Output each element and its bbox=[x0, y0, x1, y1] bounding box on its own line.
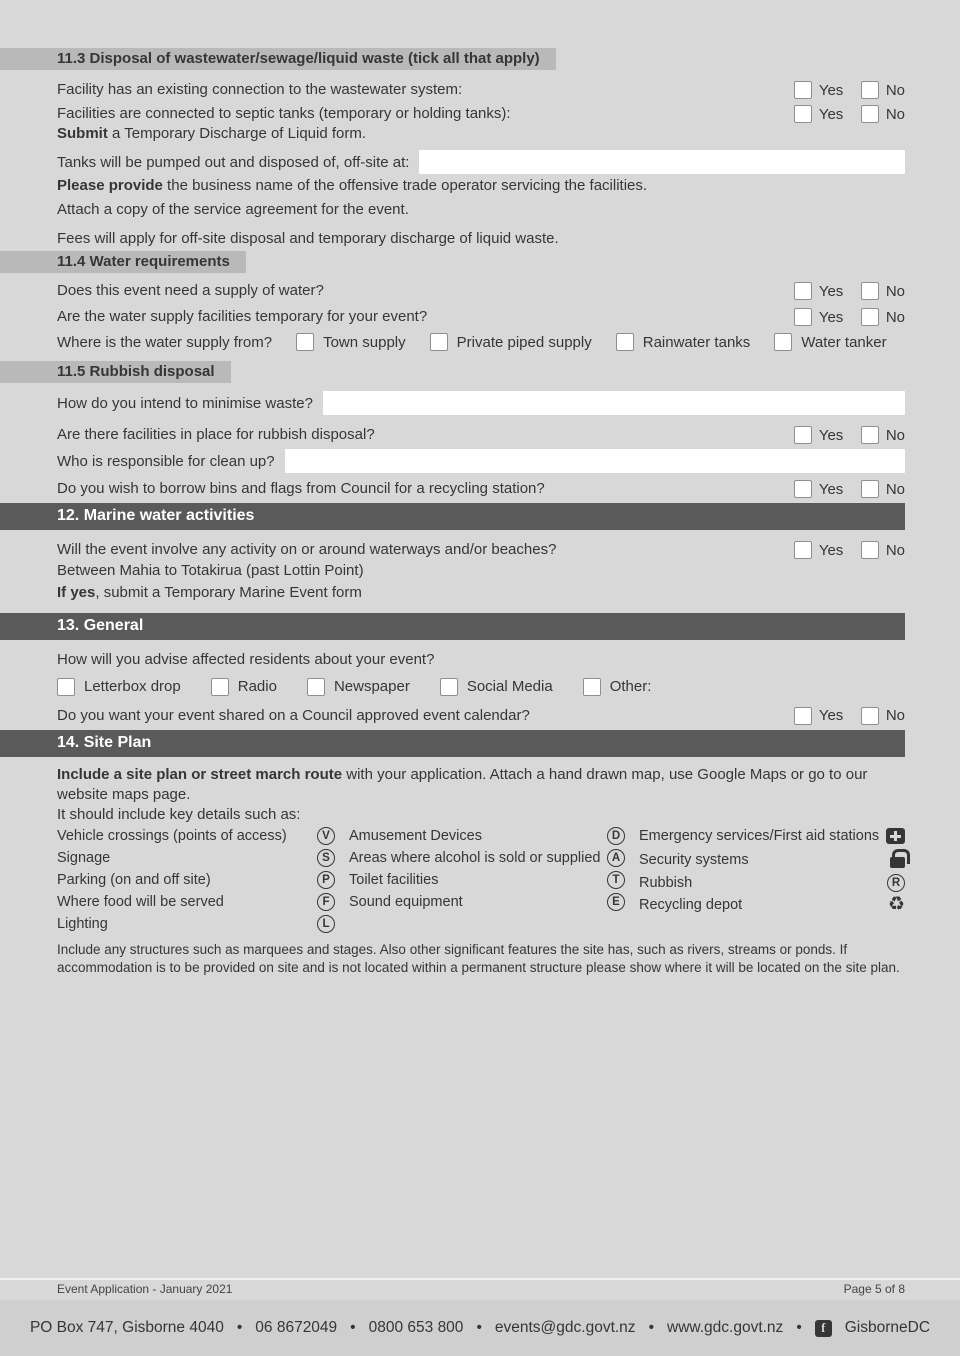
marine-line-2: Between Mahia to Totakirua (past Lottin Point) bbox=[57, 561, 364, 579]
yes-checkbox[interactable] bbox=[794, 308, 812, 326]
section-13-header bbox=[0, 613, 905, 640]
key-item-signage bbox=[57, 849, 335, 867]
option-rainwater-tanks bbox=[616, 333, 751, 351]
septic-submit-bold: Submit bbox=[57, 125, 108, 143]
key-item-label: Lighting bbox=[57, 916, 108, 933]
yes-no-group bbox=[782, 81, 905, 99]
key-item-parking bbox=[57, 871, 335, 889]
advise-options bbox=[57, 676, 905, 698]
septic-line-2: a Temporary Discharge of Liquid form. bbox=[107, 125, 367, 143]
option-newspaper bbox=[307, 678, 410, 696]
question-septic-tanks bbox=[57, 104, 905, 144]
minimise-waste-input[interactable] bbox=[323, 391, 905, 415]
bullet-separator: • bbox=[648, 1319, 654, 1336]
yes-checkbox[interactable] bbox=[794, 81, 812, 99]
contact-email[interactable]: events@gdc.govt.nz bbox=[494, 1319, 636, 1336]
question-text bbox=[57, 540, 782, 580]
contact-website[interactable]: www.gdc.govt.nz bbox=[667, 1319, 784, 1336]
question-text: Who is responsible for clean up? bbox=[57, 452, 275, 470]
option-social-media bbox=[440, 678, 553, 696]
key-column-2 bbox=[349, 827, 625, 911]
note-rest: , submit a Temporary Marine Event form bbox=[95, 583, 362, 601]
yes-label: Yes bbox=[818, 480, 844, 498]
key-item-label: Toilet facilities bbox=[349, 872, 439, 889]
note-bold: Please provide bbox=[57, 177, 163, 195]
marine-line-1: Will the event involve any activity on or around waterways and/or beaches? bbox=[57, 541, 557, 559]
option-label: Letterbox drop bbox=[84, 678, 181, 696]
bullet-separator: • bbox=[236, 1319, 243, 1336]
site-plan-intro bbox=[57, 765, 905, 805]
option-label: Rainwater tanks bbox=[642, 333, 751, 351]
lock-icon bbox=[890, 857, 905, 868]
section-14-header bbox=[0, 730, 905, 757]
no-checkbox[interactable] bbox=[861, 81, 879, 99]
yes-label: Yes bbox=[818, 426, 844, 444]
section-11-5-title: 11.5 Rubbish disposal bbox=[57, 363, 215, 381]
question-clean-up bbox=[57, 449, 905, 473]
option-label: Other: bbox=[609, 678, 652, 696]
key-item-label: Areas where alcohol is sold or supplied bbox=[349, 850, 601, 867]
key-item-label: Signage bbox=[57, 850, 111, 867]
question-text: Are there facilities in place for rubbish disposal? bbox=[57, 426, 375, 444]
footer-row bbox=[57, 1282, 905, 1296]
circle-d-icon: D bbox=[607, 827, 625, 845]
question-water-temporary bbox=[57, 305, 905, 329]
question-borrow-bins bbox=[57, 477, 905, 501]
bullet-separator: • bbox=[476, 1319, 482, 1336]
question-text: Does this event need a supply of water? bbox=[57, 282, 324, 300]
newspaper-checkbox[interactable] bbox=[307, 678, 325, 696]
circle-v-icon: V bbox=[317, 827, 335, 845]
yes-no-group bbox=[782, 426, 905, 444]
option-radio bbox=[211, 678, 277, 696]
recycle-icon: ♻ bbox=[887, 894, 905, 916]
footer-page-number: Page 5 of 8 bbox=[843, 1282, 905, 1296]
key-item-vehicle-crossings bbox=[57, 827, 335, 845]
question-text: Do you wish to borrow bins and flags from Council for a recycling station? bbox=[57, 480, 545, 498]
yes-checkbox[interactable] bbox=[794, 426, 812, 444]
yes-no-group bbox=[782, 707, 905, 725]
yes-no-group bbox=[782, 308, 905, 326]
question-marine-activity bbox=[57, 540, 905, 580]
question-text: Do you want your event shared on a Council approved event calendar? bbox=[57, 706, 530, 724]
option-label: Radio bbox=[237, 678, 277, 696]
option-label: Newspaper bbox=[333, 678, 410, 696]
section-11-3-header bbox=[0, 48, 556, 70]
bullet-separator: • bbox=[796, 1319, 802, 1336]
yes-no-group bbox=[782, 282, 905, 300]
question-advise-residents: How will you advise affected residents about your event? bbox=[57, 650, 435, 668]
footer-divider bbox=[0, 1278, 960, 1280]
key-item-label: Security systems bbox=[639, 851, 749, 868]
yes-label: Yes bbox=[818, 81, 844, 99]
circle-f-icon: F bbox=[317, 893, 335, 911]
rainwater-tanks-checkbox[interactable] bbox=[616, 333, 634, 351]
question-text: Facility has an existing connection to the wastewater system: bbox=[57, 80, 463, 98]
question-text: Tanks will be pumped out and disposed of, off-site at: bbox=[57, 153, 410, 171]
contact-phone-1: 06 8672049 bbox=[255, 1319, 338, 1336]
yes-label: Yes bbox=[818, 105, 844, 123]
question-offsite-disposal bbox=[57, 150, 905, 174]
section-14-title: 14. Site Plan bbox=[57, 733, 152, 751]
option-label: Water tanker bbox=[801, 333, 887, 351]
key-item-toilet-facilities bbox=[349, 871, 625, 889]
no-checkbox[interactable] bbox=[861, 308, 879, 326]
social-media-checkbox[interactable] bbox=[440, 678, 458, 696]
key-item-label: Vehicle crossings (points of access) bbox=[57, 828, 287, 845]
note-rest: the business name of the offensive trade operator servicing the facilities. bbox=[162, 177, 648, 195]
key-item-food bbox=[57, 893, 335, 911]
no-label: No bbox=[885, 308, 905, 326]
question-minimise-waste bbox=[57, 391, 905, 415]
town-supply-checkbox[interactable] bbox=[296, 333, 314, 351]
key-item-recycling-depot bbox=[639, 896, 905, 914]
option-other bbox=[583, 678, 652, 696]
yes-label: Yes bbox=[818, 308, 844, 326]
offsite-disposal-input[interactable] bbox=[419, 150, 905, 174]
key-item-label: Where food will be served bbox=[57, 894, 224, 911]
yes-label: Yes bbox=[818, 282, 844, 300]
private-piped-supply-checkbox[interactable] bbox=[430, 333, 448, 351]
option-label: Town supply bbox=[323, 333, 406, 351]
key-item-amusement-devices bbox=[349, 827, 625, 845]
contact-address: PO Box 747, Gisborne 4040 bbox=[29, 1319, 224, 1336]
site-plan-intro-2: It should include key details such as: bbox=[57, 806, 301, 824]
no-label: No bbox=[885, 426, 905, 444]
key-item-lighting bbox=[57, 915, 335, 933]
yes-checkbox[interactable] bbox=[794, 105, 812, 123]
section-11-4-header bbox=[0, 251, 246, 273]
key-item-label: Recycling depot bbox=[639, 897, 743, 914]
key-item-label: Emergency services/First aid stations bbox=[639, 828, 880, 845]
circle-l-icon: L bbox=[317, 915, 335, 933]
page-footer bbox=[0, 1278, 960, 1356]
section-13-title: 13. General bbox=[57, 616, 144, 634]
note-provide-operator bbox=[57, 176, 905, 196]
intro-rest: with your application. Attach a hand drawn map, use Google Maps or go to our website maps page. bbox=[57, 765, 868, 803]
water-tanker-checkbox[interactable] bbox=[774, 333, 792, 351]
yes-label: Yes bbox=[818, 541, 844, 559]
option-label: Social Media bbox=[466, 678, 553, 696]
no-label: No bbox=[885, 707, 905, 725]
key-item-alcohol-areas bbox=[349, 849, 625, 867]
no-checkbox[interactable] bbox=[861, 480, 879, 498]
letterbox-drop-checkbox[interactable] bbox=[57, 678, 75, 696]
contact-facebook-handle: GisborneDC bbox=[844, 1319, 931, 1336]
yes-checkbox[interactable] bbox=[794, 480, 812, 498]
key-item-label: Sound equipment bbox=[349, 894, 463, 911]
question-event-calendar bbox=[57, 704, 905, 728]
option-town-supply bbox=[296, 333, 406, 351]
no-checkbox[interactable] bbox=[861, 105, 879, 123]
first-aid-icon bbox=[886, 828, 905, 844]
yes-checkbox[interactable] bbox=[794, 282, 812, 300]
question-rubbish-facilities bbox=[57, 423, 905, 447]
radio-checkbox[interactable] bbox=[211, 678, 229, 696]
circle-r-icon: R bbox=[887, 874, 905, 892]
contact-bar bbox=[0, 1300, 960, 1356]
question-text bbox=[57, 104, 782, 144]
note-marine-form bbox=[57, 583, 905, 603]
clean-up-input[interactable] bbox=[285, 449, 905, 473]
other-checkbox[interactable] bbox=[583, 678, 601, 696]
intro-bold: Include a site plan or street march route bbox=[57, 765, 343, 783]
no-checkbox[interactable] bbox=[861, 282, 879, 300]
key-item-sound-equipment bbox=[349, 893, 625, 911]
site-plan-key-details bbox=[57, 827, 905, 933]
key-item-security-systems bbox=[639, 849, 905, 870]
option-private-piped-supply bbox=[430, 333, 592, 351]
footer-document-title: Event Application - January 2021 bbox=[57, 1282, 233, 1296]
question-wastewater-connection bbox=[57, 78, 905, 102]
circle-e-icon: E bbox=[607, 893, 625, 911]
circle-s-icon: S bbox=[317, 849, 335, 867]
question-water-supply bbox=[57, 279, 905, 303]
key-item-emergency-services bbox=[639, 827, 905, 845]
bullet-separator: • bbox=[350, 1319, 356, 1336]
key-column-1 bbox=[57, 827, 335, 933]
yes-label: Yes bbox=[818, 707, 844, 725]
note-fees: Fees will apply for off-site disposal and temporary discharge of liquid waste. bbox=[57, 230, 559, 248]
question-text: How do you intend to minimise waste? bbox=[57, 394, 313, 412]
section-12-header bbox=[0, 503, 905, 530]
no-checkbox[interactable] bbox=[861, 426, 879, 444]
no-checkbox[interactable] bbox=[861, 707, 879, 725]
circle-p-icon: P bbox=[317, 871, 335, 889]
no-label: No bbox=[885, 541, 905, 559]
circle-t-icon: T bbox=[607, 871, 625, 889]
yes-checkbox[interactable] bbox=[794, 541, 812, 559]
yes-no-group bbox=[782, 105, 905, 123]
option-water-tanker bbox=[774, 333, 886, 351]
key-item-rubbish bbox=[639, 874, 905, 892]
section-11-4-title: 11.4 Water requirements bbox=[57, 253, 230, 271]
question-text: Where is the water supply from? bbox=[57, 333, 273, 351]
no-label: No bbox=[885, 282, 905, 300]
key-item-label: Amusement Devices bbox=[349, 828, 482, 845]
no-label: No bbox=[885, 81, 905, 99]
section-11-5-header bbox=[0, 361, 231, 383]
key-item-label: Rubbish bbox=[639, 875, 693, 892]
question-water-source bbox=[57, 331, 905, 353]
yes-no-group bbox=[782, 480, 905, 498]
site-plan-note: Include any structures such as marquees and stages. Also other significant features the site has, such as rivers, streams or ponds. If accommodation is to be provided on site and is not located within a permanent structure please show where it will be located on the site plan. bbox=[57, 942, 900, 975]
section-12-title: 12. Marine water activities bbox=[57, 507, 255, 525]
yes-no-group bbox=[782, 541, 905, 559]
septic-line-1: Facilities are connected to septic tanks (temporary or holding tanks): bbox=[57, 105, 511, 122]
no-label: No bbox=[885, 105, 905, 123]
question-text: Are the water supply facilities temporary for your event? bbox=[57, 308, 428, 326]
yes-checkbox[interactable] bbox=[794, 707, 812, 725]
no-label: No bbox=[885, 480, 905, 498]
option-label: Private piped supply bbox=[456, 333, 592, 351]
circle-a-icon: A bbox=[607, 849, 625, 867]
option-letterbox-drop bbox=[57, 678, 181, 696]
key-column-3 bbox=[639, 827, 905, 914]
note-bold: If yes bbox=[57, 583, 96, 601]
key-item-label: Parking (on and off site) bbox=[57, 872, 211, 889]
contact-phone-2: 0800 653 800 bbox=[368, 1319, 464, 1336]
section-11-3-title: 11.3 Disposal of wastewater/sewage/liquid waste (tick all that apply) bbox=[57, 50, 540, 67]
note-attach-agreement: Attach a copy of the service agreement for the event. bbox=[57, 201, 409, 219]
no-checkbox[interactable] bbox=[861, 541, 879, 559]
facebook-icon bbox=[815, 1320, 832, 1337]
